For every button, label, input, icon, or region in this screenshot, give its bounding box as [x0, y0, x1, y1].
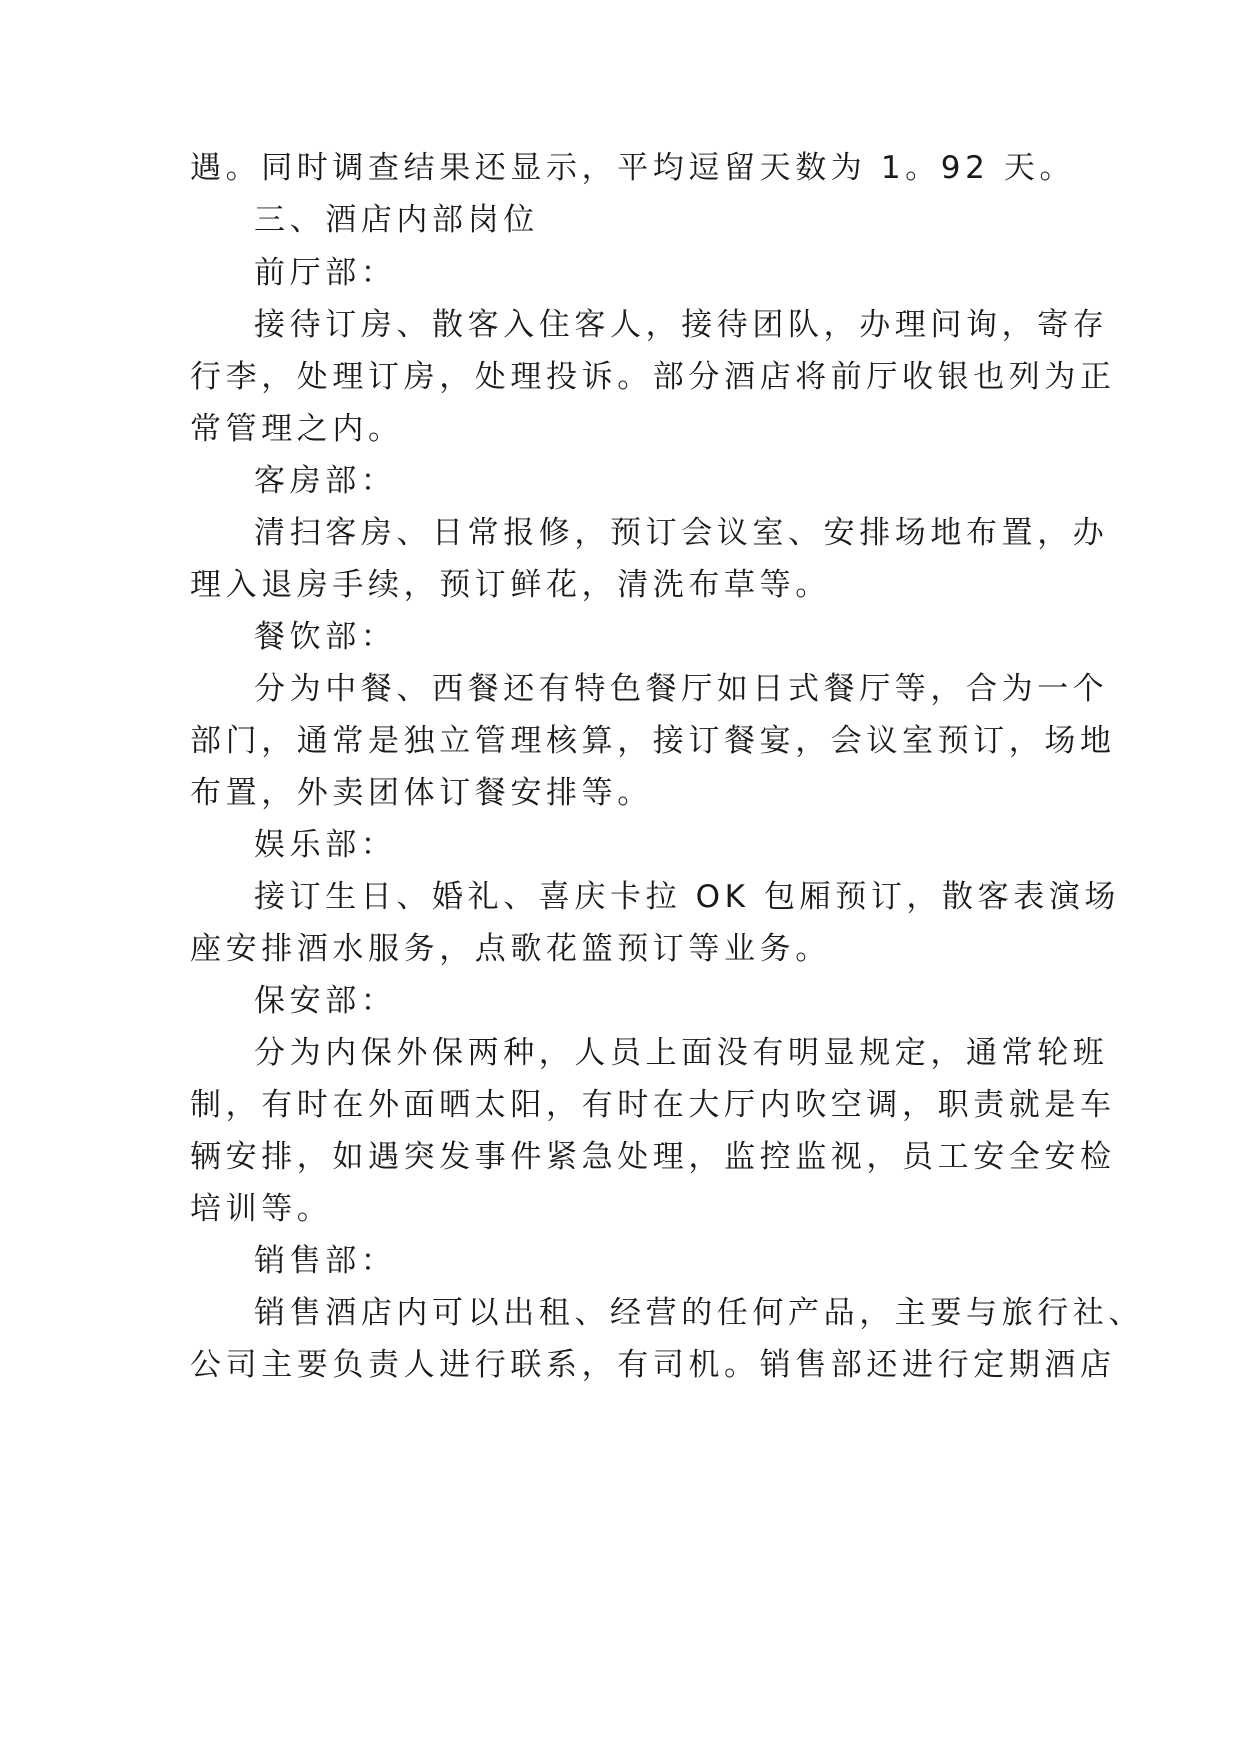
body-text-line: 遇。同时调查结果还显示，平均逗留天数为 1。92 天。 [190, 150, 1076, 186]
body-text-line: 常管理之内。 [190, 411, 404, 447]
body-text-line: 座安排酒水服务，点歌花篮预订等业务。 [190, 931, 831, 967]
department-heading-front-office: 前厅部： [254, 255, 397, 291]
section-heading: 三、酒店内部岗位 [254, 202, 539, 238]
body-text-line: 接订生日、婚礼、喜庆卡拉 OK 包厢预订，散客表演场 [254, 879, 1121, 915]
body-text-line: 培训等。 [190, 1191, 333, 1227]
department-heading-security: 保安部： [254, 983, 397, 1019]
body-text-line: 理入退房手续，预订鲜花，清洗布草等。 [190, 567, 831, 603]
body-text-line: 公司主要负责人进行联系，有司机。销售部还进行定期酒店 [190, 1347, 1116, 1383]
body-text-line: 接待订房、散客入住客人，接待团队，办理问询，寄存 [254, 307, 1109, 343]
body-text-line: 清扫客房、日常报修，预订会议室、安排场地布置，办 [254, 515, 1109, 551]
body-text-line: 分为内保外保两种，人员上面没有明显规定，通常轮班 [254, 1035, 1109, 1071]
body-text-line: 布置，外卖团体订餐安排等。 [190, 775, 653, 811]
body-text-line: 辆安排，如遇突发事件紧急处理，监控监视，员工安全安检 [190, 1139, 1116, 1175]
department-heading-food-beverage: 餐饮部： [254, 619, 397, 655]
body-text-line: 制，有时在外面晒太阳，有时在大厅内吹空调，职责就是车 [190, 1087, 1116, 1123]
body-text-line: 部门，通常是独立管理核算，接订餐宴，会议室预订，场地 [190, 723, 1116, 759]
body-text-line: 分为中餐、西餐还有特色餐厅如日式餐厅等，合为一个 [254, 671, 1109, 707]
department-heading-housekeeping: 客房部： [254, 463, 397, 499]
department-heading-sales: 销售部： [254, 1243, 397, 1279]
department-heading-entertainment: 娱乐部： [254, 827, 397, 863]
body-text-line: 行李，处理订房，处理投诉。部分酒店将前厅收银也列为正 [190, 359, 1116, 395]
body-text-line: 销售酒店内可以出租、经营的任何产品，主要与旅行社、 [254, 1295, 1144, 1331]
